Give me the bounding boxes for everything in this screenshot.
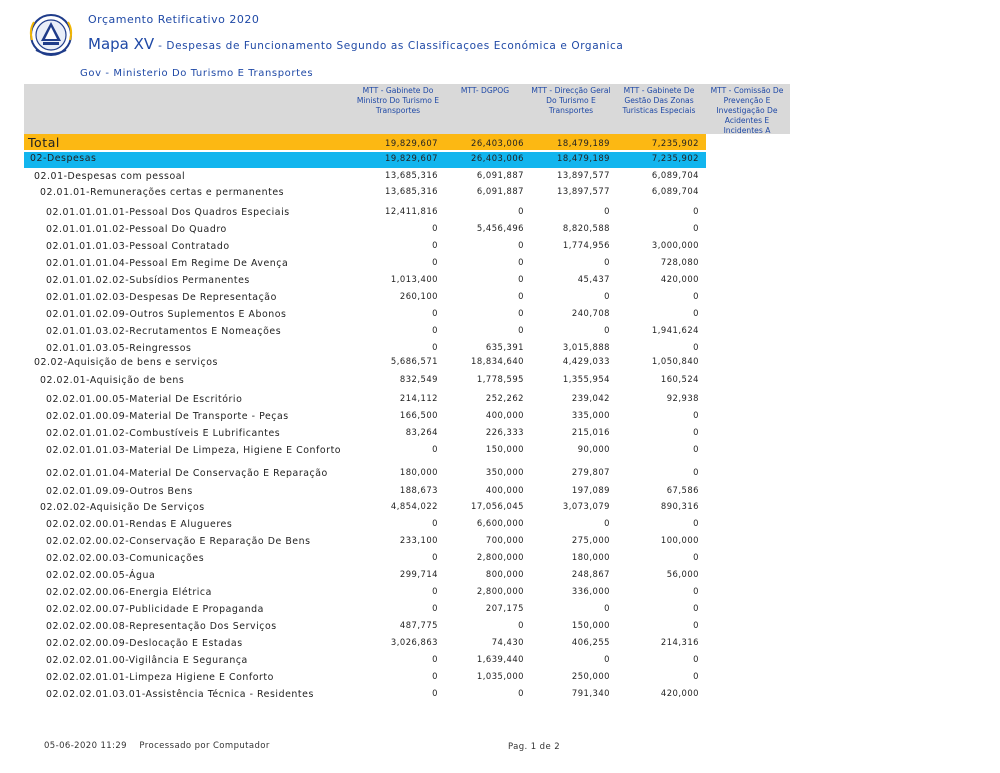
- cell-value: 3,000,000: [651, 240, 699, 250]
- row-label: 02.02.01.01.02-Combustíveis E Lubrificantes: [46, 428, 281, 439]
- cell-value: 17,056,045: [471, 501, 524, 511]
- cell-value: 0: [693, 603, 699, 613]
- cell-value: 0: [432, 518, 438, 528]
- row-label: 02.02.02.00.01-Rendas E Alugueres: [46, 519, 233, 530]
- row-label: Total: [28, 135, 60, 150]
- row-label: 02.02-Aquisição de bens e serviços: [34, 357, 218, 368]
- cell-value: 6,091,887: [476, 186, 524, 196]
- cell-value: 226,333: [485, 427, 524, 437]
- table-row: [0, 586, 1000, 603]
- cell-value: 6,089,704: [651, 170, 699, 180]
- table-row: [0, 308, 1000, 325]
- cell-value: 0: [693, 586, 699, 596]
- column-header-1: MTT - Gabinete Do Ministro Do Turismo E Transportes: [356, 86, 440, 115]
- cell-value: 248,867: [571, 569, 610, 579]
- row-label: 02.01.01.02.03-Despesas De Representação: [46, 292, 277, 303]
- cell-value: 239,042: [571, 393, 610, 403]
- cell-value: 0: [518, 688, 524, 698]
- row-label: 02.01.01.02.09-Outros Suplementos E Abonos: [46, 309, 287, 320]
- table-row: [0, 240, 1000, 257]
- table-row: [0, 153, 1000, 170]
- cell-value: 3,073,079: [562, 501, 610, 511]
- table-row: [0, 325, 1000, 342]
- cell-value: 336,000: [571, 586, 610, 596]
- cell-value: 0: [518, 325, 524, 335]
- cell-value: 12,411,816: [385, 206, 438, 216]
- cell-value: 4,429,033: [562, 356, 610, 366]
- cell-value: 0: [693, 518, 699, 528]
- cell-value: 0: [693, 671, 699, 681]
- cell-value: 728,080: [660, 257, 699, 267]
- cell-value: 0: [432, 444, 438, 454]
- cell-value: 6,091,887: [476, 170, 524, 180]
- row-label: 02.01.01.02.02-Subsídios Permanentes: [46, 275, 250, 286]
- row-label: 02.02.01.01.04-Material De Conservação E Reparação: [46, 468, 328, 479]
- cell-value: 13,685,316: [385, 186, 438, 196]
- cell-value: 0: [432, 552, 438, 562]
- cell-value: 214,316: [660, 637, 699, 647]
- cell-value: 240,708: [571, 308, 610, 318]
- column-header-4: MTT - Gabinete De Gestão Das Zonas Turisticas Especiais: [622, 86, 696, 115]
- cell-value: 0: [432, 342, 438, 352]
- table-row: [0, 535, 1000, 552]
- cell-value: 0: [518, 240, 524, 250]
- cell-value: 188,673: [399, 485, 438, 495]
- cell-value: 160,524: [660, 374, 699, 384]
- table-row: [0, 467, 1000, 484]
- row-label: 02.02.02.01.01-Limpeza Higiene E Conforto: [46, 672, 274, 683]
- row-label: 02.01.01.01.01-Pessoal Dos Quadros Especiais: [46, 207, 290, 218]
- cell-value: 0: [693, 308, 699, 318]
- cell-value: 207,175: [485, 603, 524, 613]
- cell-value: 0: [518, 620, 524, 630]
- map-heading: [88, 34, 623, 53]
- row-label: 02.01-Despesas com pessoal: [34, 171, 186, 182]
- cell-value: 233,100: [399, 535, 438, 545]
- cell-value: 214,112: [399, 393, 438, 403]
- table-row-total: [0, 136, 1000, 153]
- map-number: Mapa XV: [88, 35, 155, 53]
- row-label: 02.01.01.03.02-Recrutamentos E Nomeações: [46, 326, 282, 337]
- row-label: 02-Despesas: [30, 153, 97, 164]
- cell-value: 18,479,189: [557, 153, 610, 163]
- table-row: [0, 186, 1000, 203]
- footer-timestamp: [44, 741, 270, 751]
- cell-value: 3,015,888: [562, 342, 610, 352]
- cell-value: 8,820,588: [562, 223, 610, 233]
- cell-value: 0: [693, 427, 699, 437]
- cell-value: 13,685,316: [385, 170, 438, 180]
- cell-value: 252,262: [485, 393, 524, 403]
- row-label: 02.02.02.01.00-Vigilância E Segurança: [46, 655, 248, 666]
- cell-value: 19,829,607: [385, 153, 438, 163]
- table-row: [0, 444, 1000, 468]
- table-row: [0, 485, 1000, 502]
- cell-value: 0: [693, 444, 699, 454]
- table-row: [0, 620, 1000, 637]
- cell-value: 0: [518, 274, 524, 284]
- cell-value: 18,479,189: [557, 138, 610, 148]
- cell-value: 0: [432, 223, 438, 233]
- cell-value: 56,000: [666, 569, 699, 579]
- column-header-2: MTT- DGPOG: [460, 86, 510, 95]
- cell-value: 26,403,006: [471, 153, 524, 163]
- cell-value: 0: [432, 240, 438, 250]
- cell-value: 0: [693, 342, 699, 352]
- row-label: 02.02.02.01.03.01-Assistência Técnica - Residentes: [46, 689, 314, 700]
- cell-value: 1,355,954: [562, 374, 610, 384]
- cell-value: 67,586: [666, 485, 699, 495]
- cell-value: 0: [693, 410, 699, 420]
- cell-value: 635,391: [485, 342, 524, 352]
- cell-value: 0: [518, 291, 524, 301]
- cell-value: 100,000: [660, 535, 699, 545]
- row-label: 02.01.01.01.04-Pessoal Em Regime De Avença: [46, 258, 289, 269]
- cell-value: 215,016: [571, 427, 610, 437]
- table-row: [0, 654, 1000, 671]
- cell-value: 260,100: [399, 291, 438, 301]
- cell-value: 197,089: [571, 485, 610, 495]
- row-label: 02.01.01-Remunerações certas e permanentes: [40, 187, 285, 198]
- cell-value: 406,255: [571, 637, 610, 647]
- row-label: 02.02.02.00.02-Conservação E Reparação De Bens: [46, 536, 311, 547]
- table-row: [0, 427, 1000, 444]
- table-row: [0, 688, 1000, 705]
- cell-value: 1,035,000: [476, 671, 524, 681]
- cell-value: 832,549: [399, 374, 438, 384]
- row-label: 02.02.01.01.03-Material De Limpeza, Higiene E Conforto: [46, 445, 342, 456]
- cell-value: 0: [604, 325, 610, 335]
- cell-value: 487,775: [399, 620, 438, 630]
- cell-value: 1,013,400: [390, 274, 438, 284]
- cell-value: 5,686,571: [390, 356, 438, 366]
- column-header-5: MTT - Comissão De Prevenção E Investigação De Acidentes E Incidentes A: [710, 86, 784, 135]
- cell-value: 791,340: [571, 688, 610, 698]
- cell-value: 0: [432, 603, 438, 613]
- cell-value: 0: [432, 688, 438, 698]
- cell-value: 3,026,863: [390, 637, 438, 647]
- cell-value: 45,437: [577, 274, 610, 284]
- cell-value: 2,800,000: [476, 552, 524, 562]
- cell-value: 74,430: [491, 637, 524, 647]
- cell-value: 13,897,577: [557, 186, 610, 196]
- cell-value: 0: [604, 654, 610, 664]
- row-label: 02.01.01.01.02-Pessoal Do Quadro: [46, 224, 227, 235]
- cell-value: 26,403,006: [471, 138, 524, 148]
- cell-value: 0: [604, 206, 610, 216]
- row-label: 02.01.01.03.05-Reingressos: [46, 343, 192, 354]
- row-label: 02.02.02.00.05-Água: [46, 570, 156, 581]
- row-label: 02.02.01.00.09-Material De Transporte - Peças: [46, 411, 289, 422]
- table-row: [0, 206, 1000, 223]
- cell-value: 0: [432, 257, 438, 267]
- cell-value: 6,600,000: [476, 518, 524, 528]
- cell-value: 5,456,496: [476, 223, 524, 233]
- cell-value: 420,000: [660, 274, 699, 284]
- cell-value: 0: [432, 671, 438, 681]
- cell-value: 1,941,624: [651, 325, 699, 335]
- footer-date: 05-06-2020 11:29: [44, 741, 127, 751]
- cell-value: 1,639,440: [476, 654, 524, 664]
- cell-value: 0: [518, 257, 524, 267]
- cell-value: 18,834,640: [471, 356, 524, 366]
- cell-value: 0: [432, 654, 438, 664]
- cell-value: 0: [693, 467, 699, 477]
- table-row: [0, 569, 1000, 586]
- cell-value: 0: [693, 206, 699, 216]
- table-row: [0, 410, 1000, 427]
- cell-value: 700,000: [485, 535, 524, 545]
- cell-value: 0: [693, 620, 699, 630]
- table-row: [0, 170, 1000, 187]
- cell-value: 800,000: [485, 569, 524, 579]
- cell-value: 1,778,595: [476, 374, 524, 384]
- cell-value: 0: [432, 586, 438, 596]
- cell-value: 0: [693, 552, 699, 562]
- cell-value: 299,714: [399, 569, 438, 579]
- cell-value: 0: [693, 654, 699, 664]
- cell-value: 1,774,956: [562, 240, 610, 250]
- table-row: [0, 552, 1000, 569]
- cell-value: 0: [432, 308, 438, 318]
- cell-value: 0: [604, 603, 610, 613]
- cell-value: 6,089,704: [651, 186, 699, 196]
- cell-value: 279,807: [571, 467, 610, 477]
- table-row: [0, 671, 1000, 688]
- row-label: 02.02.01.09.09-Outros Bens: [46, 486, 193, 497]
- row-label: 02.02.02.00.03-Comunicações: [46, 553, 205, 564]
- footer-processed: Processado por Computador: [139, 741, 270, 751]
- table-row: [0, 603, 1000, 620]
- row-label: 02.02.02-Aquisição De Serviços: [40, 502, 205, 513]
- cell-value: 350,000: [485, 467, 524, 477]
- cell-value: 150,000: [485, 444, 524, 454]
- cell-value: 7,235,902: [651, 138, 699, 148]
- document-title: Orçamento Retificativo 2020: [88, 13, 260, 26]
- row-label: 02.02.02.00.09-Deslocação E Estadas: [46, 638, 243, 649]
- cell-value: 4,854,022: [390, 501, 438, 511]
- table-row: [0, 274, 1000, 291]
- row-label: 02.01.01.01.03-Pessoal Contratado: [46, 241, 230, 252]
- page-number: Pag. 1 de 2: [508, 742, 560, 752]
- cell-value: 1,050,840: [651, 356, 699, 366]
- table-row: [0, 291, 1000, 308]
- table-row: [0, 501, 1000, 518]
- cell-value: 400,000: [485, 410, 524, 420]
- cell-value: 13,897,577: [557, 170, 610, 180]
- cell-value: 250,000: [571, 671, 610, 681]
- cell-value: 275,000: [571, 535, 610, 545]
- cell-value: 890,316: [660, 501, 699, 511]
- cell-value: 0: [604, 257, 610, 267]
- cell-value: 0: [604, 291, 610, 301]
- cell-value: 19,829,607: [385, 138, 438, 148]
- table-row: [0, 518, 1000, 535]
- cell-value: 83,264: [405, 427, 438, 437]
- row-label: 02.02.02.00.08-Representação Dos Serviços: [46, 621, 277, 632]
- cell-value: 7,235,902: [651, 153, 699, 163]
- government-ministry: Gov - Ministerio Do Turismo E Transportes: [80, 68, 314, 79]
- column-header-3: MTT - Direcção Geral Do Turismo E Transportes: [531, 86, 611, 115]
- cell-value: 2,800,000: [476, 586, 524, 596]
- cell-value: 92,938: [666, 393, 699, 403]
- cell-value: 166,500: [399, 410, 438, 420]
- cell-value: 0: [518, 206, 524, 216]
- cell-value: 0: [693, 291, 699, 301]
- row-label: 02.02.01-Aquisição de bens: [40, 375, 185, 386]
- table-row: [0, 393, 1000, 410]
- row-label: 02.02.02.00.07-Publicidade E Propaganda: [46, 604, 264, 615]
- cell-value: 335,000: [571, 410, 610, 420]
- cell-value: 0: [693, 223, 699, 233]
- cell-value: 420,000: [660, 688, 699, 698]
- cell-value: 90,000: [577, 444, 610, 454]
- table-row: [0, 374, 1000, 391]
- table-row: [0, 223, 1000, 240]
- table-row: [0, 637, 1000, 654]
- row-label: 02.02.01.00.05-Material De Escritório: [46, 394, 243, 405]
- cell-value: 0: [604, 518, 610, 528]
- cell-value: 180,000: [571, 552, 610, 562]
- coat-of-arms-logo: [26, 10, 76, 60]
- table-row: [0, 257, 1000, 274]
- cell-value: 0: [518, 308, 524, 318]
- cell-value: 180,000: [399, 467, 438, 477]
- cell-value: 150,000: [571, 620, 610, 630]
- table-row: [0, 356, 1000, 373]
- cell-value: 0: [432, 325, 438, 335]
- cell-value: 400,000: [485, 485, 524, 495]
- row-label: 02.02.02.00.06-Energia Elétrica: [46, 587, 212, 598]
- map-subtitle: - Despesas de Funcionamento Segundo as Classificaçoes Económica e Organica: [154, 40, 624, 52]
